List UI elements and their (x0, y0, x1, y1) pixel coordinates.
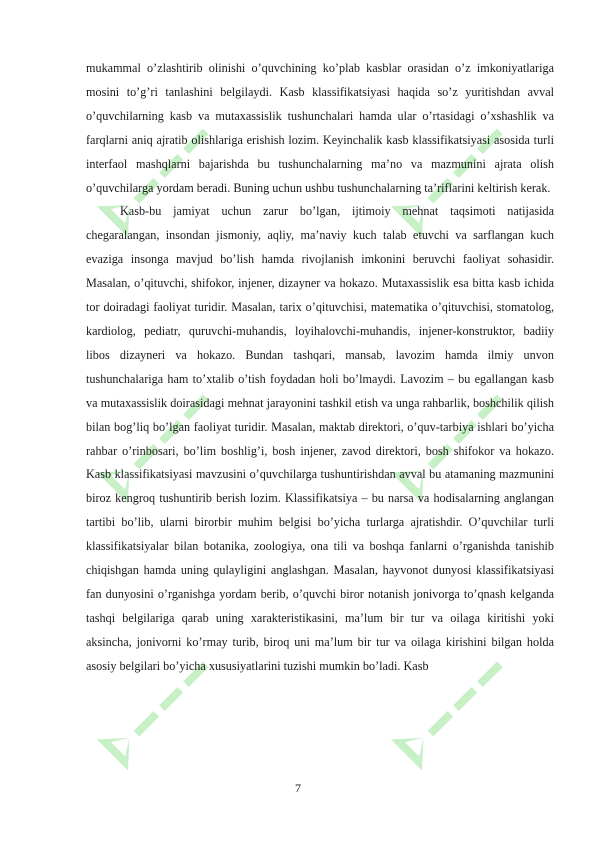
paragraph-2: Kasb-bu jamiyat uchun zarur bo’lgan, ijtimoiy mehnat taqsimoti natijasida chegaralangan, insondan jismoniy, aqliy, ma’naviy kuch talab etuvchi va sarflangan kuch evaziga insonga mavjud bo’lish hamda rivojlanish imkonini beruvchi faoliyat sohasidir. Masalan, o’qituvchi, shifokor, injener, dizayner va hokazo. Mutaxassislik esa bitta kasb ichida tor doiradagi faoliyat turidir. Masalan, tarix o’qituvchisi, matematika o’qituvchisi, stomatolog, kardiolog, pediatr, quruvchi-muhandis, loyihalovchi-muhandis, injener-konstruktor, badiiy libos dizayneri va hokazo. Bundan tashqari, mansab, lavozim hamda ilmiy unvon tushunchalariga ham to’xtalib o’tish foydadan holi bo’lmaydi. Lavozim – bu egallangan kasb va mutaxassislik doirasidagi mehnat jarayonini tashkil etish va unga rahbarlik, boshchilik qilish bilan bog’liq bo’lgan faoliyat turidir. Masalan, maktab direktori, o’quv-tarbiya ishlari bo’yicha rahbar o’rinbosari, bo’lim boshlig’i, bosh injener, zavod direktori, bosh shifokor va hokazo. Kasb klassifikatsiyasi mavzusini o’quvchilarga tushuntirishdan avval bu atamaning mazmunini biroz kengroq tushuntirib berish lozim. Klassifikatsiya – bu narsa va hodisalarning anglangan tartibi bo’lib, ularni birorbir muhim belgisi bo’yicha turlarga ajratishdir. O’quvchilar turli klassifikatsiyalar bilan botanika, zoologiya, ona tili va boshqa fanlarni o’rganishda tanishib chiqishgan hamda uning qulayligini anglashgan. Masalan, hayvonot dunyosi klassifikatsiyasi fan dunyosini o’rganishga yordam berib, o’quvchi biror notanish jonivorga to’qnash kelganda tashqi belgilariga qarab uning xarakteristikasini, ma’lum bir tur va oilaga kiritishi yoki aksincha, jonivorni ko’rmay turib, biroq uni ma’lum bir tur va oilaga kirishini bilgan holda asosiy belgilari bo’yicha xususiyatlarini tuzishi mumkin bo’ladi. Kasb (86, 204, 554, 673)
body-text (86, 57, 554, 679)
page-number: 7 (295, 781, 301, 795)
paragraph-1: mukammal o’zlashtirib olinishi o’quvchining ko’plab kasblar orasidan o’z imkoniyatlariga mosini to’g’ri tanlashini belgilaydi. Kasb klassifikatsiyasi haqida so’z yuritishdan avval o’quvchilarning kasb va mutaxassislik tushunchalari hamda ular o’rtasidagi o’xshashlik va farqlarni aniq ajratib olishlariga erishish lozim. Keyinchalik kasb klassifikatsiyasi asosida turli interfaol mashqlarni bajarishda bu tushunchalarning ma’no va mazmunini ajrata olish o’quvchilarga yordam beradi. Buning uchun ushbu tushunchalarning ta’riflarini keltirish kerak. (86, 61, 554, 195)
